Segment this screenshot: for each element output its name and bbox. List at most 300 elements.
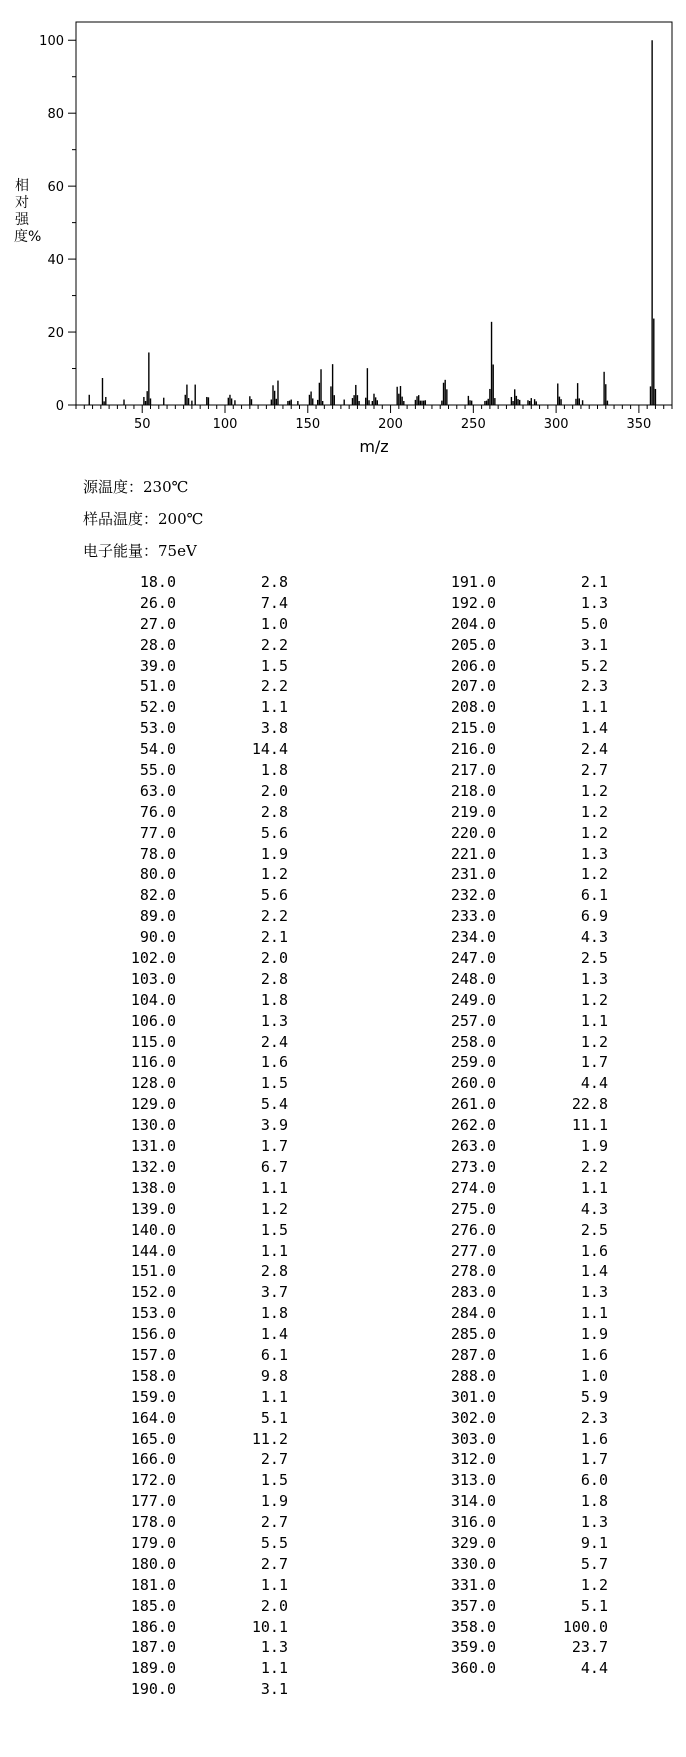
peak-mz: 247.0 (450, 949, 496, 968)
peak-mz: 259.0 (450, 1053, 496, 1072)
peak-mz: 330.0 (450, 1554, 496, 1573)
peak-row (420, 1303, 610, 1324)
peak-intensity: 6.9 (580, 907, 608, 926)
peak-mz: 234.0 (450, 928, 496, 947)
peak-intensity: 1.0 (580, 1366, 608, 1385)
peak-mz: 303.0 (450, 1429, 496, 1448)
peak-intensity: 2.2 (260, 635, 288, 654)
peak-row (100, 572, 290, 593)
electron-energy: 电子能量：75eV (83, 542, 197, 560)
peak-row (420, 1366, 610, 1387)
peak-intensity: 2.7 (260, 1513, 288, 1532)
peak-mz: 261.0 (450, 1095, 496, 1114)
peak-mz: 157.0 (130, 1345, 176, 1364)
peak-mz: 220.0 (450, 823, 496, 842)
peak-row (420, 1637, 610, 1658)
peak-row (420, 1220, 610, 1241)
peak-mz: 186.0 (130, 1617, 176, 1636)
peak-intensity: 1.3 (260, 1011, 288, 1030)
peak-intensity: 4.4 (580, 1659, 608, 1678)
peak-intensity: 2.1 (260, 928, 288, 947)
peak-row (100, 1554, 290, 1575)
peak-intensity: 1.1 (580, 1178, 608, 1197)
peak-mz: 288.0 (450, 1366, 496, 1385)
peak-intensity: 4.4 (580, 1074, 608, 1093)
peak-intensity: 2.5 (580, 1220, 608, 1239)
peak-intensity: 1.1 (580, 1304, 608, 1323)
peak-mz: 302.0 (450, 1408, 496, 1427)
peak-row (100, 656, 290, 677)
peak-intensity: 2.8 (260, 1262, 288, 1281)
peak-intensity: 1.4 (580, 719, 608, 738)
peak-intensity: 1.4 (580, 1262, 608, 1281)
peak-table-right (420, 572, 610, 1679)
peak-intensity: 1.1 (260, 1241, 288, 1260)
peak-mz: 28.0 (139, 635, 176, 654)
peak-row (420, 969, 610, 990)
peak-intensity: 1.2 (260, 1199, 288, 1218)
peak-row (420, 676, 610, 697)
peak-row (100, 1032, 290, 1053)
peak-row (100, 614, 290, 635)
peak-intensity: 5.2 (580, 656, 608, 675)
peak-mz: 357.0 (450, 1596, 496, 1615)
peak-row (420, 739, 610, 760)
peak-intensity: 2.7 (580, 761, 608, 780)
peak-intensity: 1.2 (580, 802, 608, 821)
peak-row (100, 739, 290, 760)
peak-mz: 218.0 (450, 781, 496, 800)
peak-row (420, 1449, 610, 1470)
peak-intensity: 3.1 (260, 1680, 288, 1699)
peak-row (100, 1011, 290, 1032)
x-tick-label: 350 (626, 417, 652, 432)
peak-intensity: 5.7 (580, 1554, 608, 1573)
peak-row (420, 885, 610, 906)
peak-mz: 313.0 (450, 1471, 496, 1490)
peak-row (100, 1533, 290, 1554)
peak-intensity: 2.4 (580, 740, 608, 759)
peak-row (420, 1554, 610, 1575)
peak-mz: 249.0 (450, 990, 496, 1009)
peak-intensity: 1.2 (260, 865, 288, 884)
peak-intensity: 2.2 (260, 677, 288, 696)
peak-row (100, 1596, 290, 1617)
peak-intensity: 1.3 (580, 593, 608, 612)
peak-intensity: 1.7 (580, 1053, 608, 1072)
peak-intensity: 9.8 (260, 1366, 288, 1385)
peak-mz: 104.0 (130, 990, 176, 1009)
sample-temperature: 样品温度：200℃ (83, 510, 204, 528)
peak-row (420, 1073, 610, 1094)
peak-mz: 116.0 (130, 1053, 176, 1072)
peak-mz: 260.0 (450, 1074, 496, 1093)
peak-intensity: 100.0 (562, 1617, 608, 1636)
peak-intensity: 1.9 (580, 1325, 608, 1344)
peak-row (420, 1241, 610, 1262)
peak-mz: 63.0 (139, 781, 176, 800)
peak-mz: 274.0 (450, 1178, 496, 1197)
peak-intensity: 1.3 (580, 844, 608, 863)
peak-row (420, 1575, 610, 1596)
peak-intensity: 1.5 (260, 1220, 288, 1239)
peak-intensity: 5.5 (260, 1533, 288, 1552)
peak-intensity: 3.8 (260, 719, 288, 738)
peak-row (420, 656, 610, 677)
peak-row (100, 1345, 290, 1366)
peak-mz: 257.0 (450, 1011, 496, 1030)
peak-mz: 164.0 (130, 1408, 176, 1427)
peak-mz: 102.0 (130, 949, 176, 968)
peak-row (100, 1637, 290, 1658)
peak-row (100, 1303, 290, 1324)
peak-mz: 53.0 (139, 719, 176, 738)
peak-intensity: 6.1 (580, 886, 608, 905)
peak-mz: 283.0 (450, 1283, 496, 1302)
peak-intensity: 6.0 (580, 1471, 608, 1490)
peak-mz: 275.0 (450, 1199, 496, 1218)
peak-mz: 152.0 (130, 1283, 176, 1302)
peak-mz: 54.0 (139, 740, 176, 759)
peak-mz: 314.0 (450, 1492, 496, 1511)
peak-mz: 89.0 (139, 907, 176, 926)
peak-mz: 77.0 (139, 823, 176, 842)
peak-mz: 106.0 (130, 1011, 176, 1030)
peak-intensity: 2.8 (260, 969, 288, 988)
peak-intensity: 1.1 (580, 698, 608, 717)
peak-intensity: 3.7 (260, 1283, 288, 1302)
peak-intensity: 5.1 (260, 1408, 288, 1427)
peak-intensity: 1.1 (260, 1178, 288, 1197)
peak-mz: 78.0 (139, 844, 176, 863)
peak-intensity: 2.4 (260, 1032, 288, 1051)
peak-intensity: 2.7 (260, 1554, 288, 1573)
peak-intensity: 1.8 (580, 1492, 608, 1511)
x-tick-label: 250 (460, 417, 486, 432)
peak-row (100, 864, 290, 885)
peak-mz: 130.0 (130, 1116, 176, 1135)
peak-intensity: 1.6 (580, 1241, 608, 1260)
peak-row (420, 718, 610, 739)
peak-mz: 316.0 (450, 1513, 496, 1532)
peak-intensity: 5.9 (580, 1387, 608, 1406)
peak-mz: 219.0 (450, 802, 496, 821)
peak-mz: 208.0 (450, 698, 496, 717)
peak-mz: 278.0 (450, 1262, 496, 1281)
peak-mz: 115.0 (130, 1032, 176, 1051)
peak-mz: 52.0 (139, 698, 176, 717)
peak-row (420, 802, 610, 823)
peak-row (100, 1408, 290, 1429)
peak-intensity: 1.2 (580, 781, 608, 800)
peak-row (100, 1241, 290, 1262)
peak-row (420, 1282, 610, 1303)
peak-row (100, 1366, 290, 1387)
peak-intensity: 1.1 (260, 1387, 288, 1406)
peak-row (420, 1345, 610, 1366)
peak-intensity: 1.2 (580, 990, 608, 1009)
peak-row (420, 948, 610, 969)
peak-mz: 205.0 (450, 635, 496, 654)
peak-intensity: 1.5 (260, 1471, 288, 1490)
peak-row (420, 1408, 610, 1429)
peak-row (420, 1596, 610, 1617)
peak-intensity: 2.0 (260, 1596, 288, 1615)
peak-intensity: 1.1 (260, 1575, 288, 1594)
peak-mz: 231.0 (450, 865, 496, 884)
peak-row (100, 676, 290, 697)
peak-row (100, 1575, 290, 1596)
peak-mz: 359.0 (450, 1638, 496, 1657)
peak-mz: 39.0 (139, 656, 176, 675)
peak-row (420, 1178, 610, 1199)
peak-intensity: 11.1 (571, 1116, 608, 1135)
peak-mz: 206.0 (450, 656, 496, 675)
peak-row (420, 760, 610, 781)
peak-intensity: 4.3 (580, 928, 608, 947)
peak-row (420, 1658, 610, 1679)
peak-row (100, 1679, 290, 1700)
peak-mz: 55.0 (139, 761, 176, 780)
peak-row (420, 864, 610, 885)
y-tick-label: 80 (47, 107, 64, 123)
peak-row (100, 885, 290, 906)
peak-row (420, 1199, 610, 1220)
peak-mz: 360.0 (450, 1659, 496, 1678)
peak-mz: 258.0 (450, 1032, 496, 1051)
peak-mz: 221.0 (450, 844, 496, 863)
peak-intensity: 3.9 (260, 1116, 288, 1135)
peak-intensity: 10.1 (251, 1617, 288, 1636)
peak-row (420, 697, 610, 718)
peak-mz: 263.0 (450, 1137, 496, 1156)
peak-intensity: 2.0 (260, 781, 288, 800)
peak-row (420, 1011, 610, 1032)
x-tick-label: 50 (133, 417, 151, 432)
peak-intensity: 1.5 (260, 656, 288, 675)
peak-mz: 187.0 (130, 1638, 176, 1657)
peak-mz: 185.0 (130, 1596, 176, 1615)
peak-intensity: 3.1 (580, 635, 608, 654)
peak-mz: 51.0 (139, 677, 176, 696)
peak-row (100, 593, 290, 614)
peak-row (100, 948, 290, 969)
peak-intensity: 1.2 (580, 865, 608, 884)
y-tick-label: 60 (47, 180, 64, 196)
y-tick-label: 20 (47, 326, 64, 342)
peak-intensity: 2.0 (260, 949, 288, 968)
peak-intensity: 6.7 (260, 1157, 288, 1176)
y-tick-label: 100 (39, 34, 64, 50)
peak-row (100, 697, 290, 718)
peak-mz: 358.0 (450, 1617, 496, 1636)
peak-intensity: 2.8 (260, 573, 288, 591)
peak-mz: 273.0 (450, 1157, 496, 1176)
peak-mz: 301.0 (450, 1387, 496, 1406)
peak-mz: 26.0 (139, 593, 176, 612)
peak-mz: 172.0 (130, 1471, 176, 1490)
peak-mz: 216.0 (450, 740, 496, 759)
peak-row (420, 1491, 610, 1512)
peak-intensity: 4.3 (580, 1199, 608, 1218)
peak-mz: 27.0 (139, 614, 176, 633)
peak-mz: 140.0 (130, 1220, 176, 1239)
peak-row (100, 1282, 290, 1303)
peak-intensity: 1.3 (580, 969, 608, 988)
peak-mz: 138.0 (130, 1178, 176, 1197)
peak-intensity: 22.8 (571, 1095, 608, 1114)
peak-row (100, 927, 290, 948)
peak-mz: 158.0 (130, 1366, 176, 1385)
plot-frame (76, 22, 672, 405)
peak-row (420, 990, 610, 1011)
peak-intensity: 2.1 (580, 573, 608, 591)
peak-intensity: 1.8 (260, 1304, 288, 1323)
peak-row (420, 1261, 610, 1282)
peak-intensity: 1.2 (580, 1032, 608, 1051)
peak-row (420, 844, 610, 865)
peak-mz: 159.0 (130, 1387, 176, 1406)
peak-mz: 329.0 (450, 1533, 496, 1552)
peak-intensity: 1.6 (260, 1053, 288, 1072)
peak-row (420, 1157, 610, 1178)
peak-intensity: 23.7 (571, 1638, 608, 1657)
peak-row (420, 635, 610, 656)
peak-mz: 192.0 (450, 593, 496, 612)
peak-row (420, 1512, 610, 1533)
peak-row (100, 990, 290, 1011)
peak-intensity: 1.6 (580, 1345, 608, 1364)
peak-mz: 189.0 (130, 1659, 176, 1678)
peak-mz: 18.0 (139, 573, 176, 591)
peak-mz: 190.0 (130, 1680, 176, 1699)
peak-mz: 103.0 (130, 969, 176, 988)
peak-intensity: 2.3 (580, 1408, 608, 1427)
peak-row (100, 1136, 290, 1157)
peak-mz: 129.0 (130, 1095, 176, 1114)
peak-row (420, 1052, 610, 1073)
peak-mz: 90.0 (139, 928, 176, 947)
peak-mz: 131.0 (130, 1137, 176, 1156)
peak-mz: 153.0 (130, 1304, 176, 1323)
peak-mz: 128.0 (130, 1074, 176, 1093)
peak-row (100, 844, 290, 865)
peak-row (420, 823, 610, 844)
peak-row (420, 593, 610, 614)
x-tick-label: 100 (212, 417, 238, 432)
peak-row (100, 1073, 290, 1094)
peak-row (420, 1429, 610, 1450)
peak-intensity: 5.4 (260, 1095, 288, 1114)
peak-row (420, 1617, 610, 1638)
peak-row (100, 1157, 290, 1178)
peak-mz: 232.0 (450, 886, 496, 905)
x-tick-label: 300 (543, 417, 569, 432)
peak-row (420, 614, 610, 635)
peak-intensity: 11.2 (251, 1429, 288, 1448)
peak-mz: 156.0 (130, 1325, 176, 1344)
peak-mz: 177.0 (130, 1492, 176, 1511)
peak-row (420, 781, 610, 802)
x-axis-label: m/z (359, 437, 389, 456)
peak-intensity: 5.6 (260, 823, 288, 842)
peak-intensity: 2.3 (580, 677, 608, 696)
peak-table-left (100, 572, 290, 1700)
peak-row (420, 906, 610, 927)
peak-row (420, 1032, 610, 1053)
peak-mz: 204.0 (450, 614, 496, 633)
peak-intensity: 2.2 (580, 1157, 608, 1176)
peak-row (100, 1512, 290, 1533)
peak-intensity: 1.1 (260, 698, 288, 717)
peak-intensity: 1.6 (580, 1429, 608, 1448)
peak-intensity: 1.0 (260, 614, 288, 633)
peak-intensity: 1.9 (580, 1137, 608, 1156)
peak-row (420, 1136, 610, 1157)
peak-row (100, 635, 290, 656)
peak-mz: 312.0 (450, 1450, 496, 1469)
peak-intensity: 1.1 (260, 1659, 288, 1678)
peak-intensity: 1.3 (580, 1283, 608, 1302)
peak-mz: 132.0 (130, 1157, 176, 1176)
peak-intensity: 1.2 (580, 823, 608, 842)
peak-mz: 284.0 (450, 1304, 496, 1323)
peak-row (100, 1220, 290, 1241)
peak-row (100, 1449, 290, 1470)
peak-intensity: 1.9 (260, 844, 288, 863)
peak-mz: 215.0 (450, 719, 496, 738)
peak-intensity: 1.2 (580, 1575, 608, 1594)
y-axis-label: 相对强度% (14, 178, 42, 245)
peak-intensity: 2.7 (260, 1450, 288, 1469)
peak-intensity: 1.4 (260, 1325, 288, 1344)
peak-intensity: 1.8 (260, 761, 288, 780)
peak-intensity: 14.4 (251, 740, 288, 759)
peak-mz: 262.0 (450, 1116, 496, 1135)
peak-row (100, 802, 290, 823)
peak-mz: 217.0 (450, 761, 496, 780)
peak-mz: 287.0 (450, 1345, 496, 1364)
peak-intensity: 1.1 (580, 1011, 608, 1030)
peak-row (100, 1617, 290, 1638)
peak-row (100, 1491, 290, 1512)
peak-row (420, 1324, 610, 1345)
peak-row (100, 969, 290, 990)
peak-row (420, 1094, 610, 1115)
peak-mz: 276.0 (450, 1220, 496, 1239)
peak-row (100, 1387, 290, 1408)
peak-row (100, 823, 290, 844)
peak-mz: 277.0 (450, 1241, 496, 1260)
peak-intensity: 1.7 (580, 1450, 608, 1469)
peak-intensity: 5.1 (580, 1596, 608, 1615)
y-tick-label: 0 (55, 399, 64, 414)
peak-intensity: 1.9 (260, 1492, 288, 1511)
peak-intensity: 1.7 (260, 1137, 288, 1156)
peak-row (100, 1658, 290, 1679)
peak-intensity: 2.5 (580, 949, 608, 968)
peak-row (100, 781, 290, 802)
peak-row (420, 1470, 610, 1491)
peak-intensity: 5.0 (580, 614, 608, 633)
peak-mz: 285.0 (450, 1325, 496, 1344)
peak-row (100, 718, 290, 739)
peak-row (100, 1178, 290, 1199)
peak-row (420, 572, 610, 593)
peak-intensity: 5.6 (260, 886, 288, 905)
peak-mz: 166.0 (130, 1450, 176, 1469)
peak-row (100, 1470, 290, 1491)
